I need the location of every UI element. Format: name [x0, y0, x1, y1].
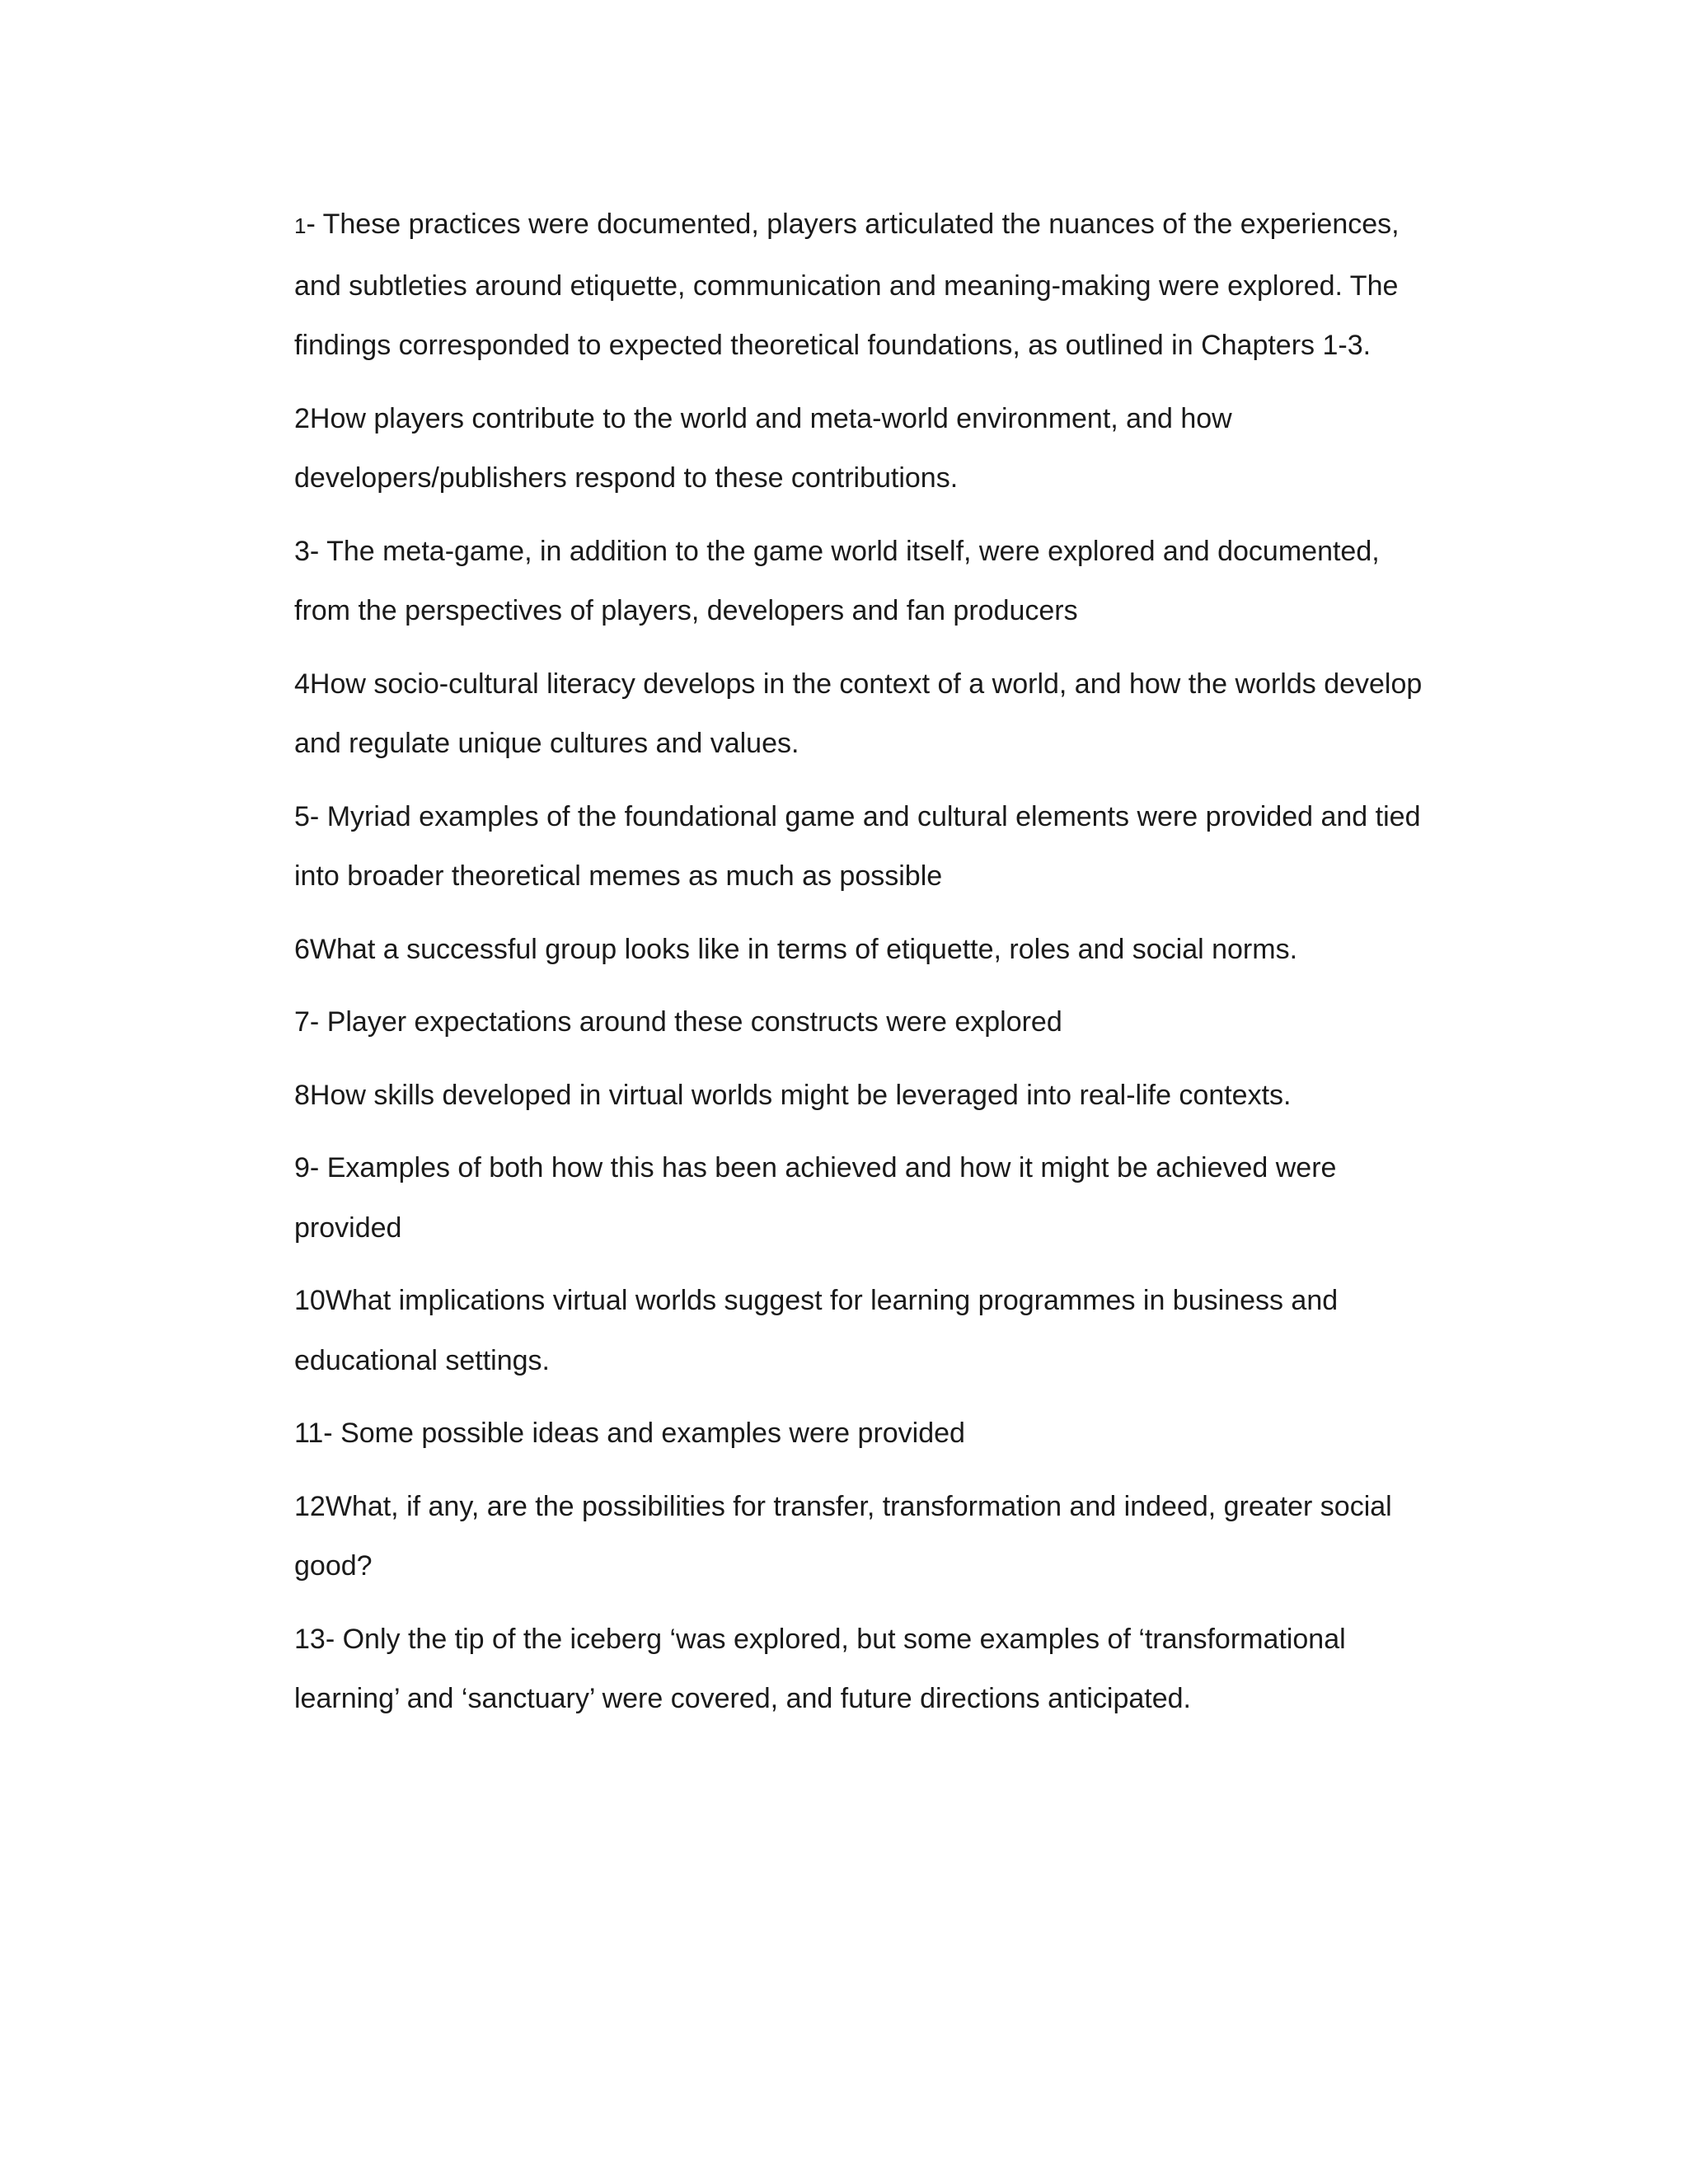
item-text: Myriad examples of the foundational game and cultural elements were provided and tied into broader theoretical memes as much as possible	[294, 800, 1421, 892]
list-item	[294, 654, 1432, 774]
list-item	[294, 1610, 1432, 1729]
list-item	[294, 992, 1432, 1052]
item-separator: -	[325, 1623, 343, 1655]
item-number: 5	[294, 800, 310, 832]
item-text: Some possible ideas and examples were provided	[340, 1418, 965, 1449]
list-item	[294, 1404, 1432, 1464]
item-separator: -	[306, 209, 323, 240]
item-separator: -	[309, 1006, 327, 1038]
item-number: 11	[294, 1418, 324, 1449]
item-separator: -	[309, 535, 327, 567]
item-text: What a successful group looks like in terms of etiquette, roles and social norms.	[309, 933, 1298, 965]
list-item	[294, 1066, 1432, 1126]
item-number: 2	[294, 402, 310, 434]
list-item	[294, 787, 1432, 907]
item-text: What implications virtual worlds suggest for learning programmes in business and educational settings.	[294, 1285, 1339, 1376]
list-item	[294, 522, 1432, 641]
list-item	[294, 194, 1432, 376]
list-item	[294, 1138, 1432, 1258]
item-number: 10	[294, 1285, 326, 1316]
list-item	[294, 920, 1432, 980]
item-text: The meta-game, in addition to the game world itself, were explored and documented, from the perspectives of players, developers and fan producers	[294, 535, 1380, 626]
item-number: 7	[294, 1006, 310, 1038]
item-text: Examples of both how this has been achieved and how it might be achieved were provided	[294, 1152, 1337, 1244]
item-text: How socio-cultural literacy develops in the context of a world, and how the worlds develop and regulate unique cultures and values.	[294, 668, 1423, 759]
item-number: 3	[294, 535, 310, 567]
item-text: Only the tip of the iceberg ‘was explored, but some examples of ‘transformational learning’ and ‘sanctuary’ were covered, and future directions anticipated.	[294, 1623, 1346, 1714]
item-separator: -	[309, 1152, 327, 1183]
item-text: Player expectations around these constructs were explored	[326, 1006, 1062, 1038]
document-body	[294, 194, 1432, 1742]
item-text: These practices were documented, players articulated the nuances of the experiences, and subtleties around etiquette, communication and meaning-making were explored. The findings corresponded to expected theoretical foundations, as outlined in Chapters 1-3.	[294, 209, 1400, 361]
item-number: 1	[294, 213, 307, 238]
item-number: 4	[294, 668, 310, 700]
list-item	[294, 1271, 1432, 1390]
list-item	[294, 1477, 1432, 1596]
item-number: 12	[294, 1490, 326, 1522]
item-number: 13	[294, 1623, 326, 1655]
item-text: How players contribute to the world and meta-world environment, and how developers/publishers respond to these contributions.	[294, 402, 1232, 494]
item-separator: -	[323, 1418, 341, 1449]
item-number: 6	[294, 933, 310, 965]
item-number: 9	[294, 1152, 310, 1183]
item-text: What, if any, are the possibilities for transfer, transformation and indeed, greater social good?	[294, 1490, 1392, 1582]
item-number: 8	[294, 1079, 310, 1111]
list-item	[294, 389, 1432, 509]
item-separator: -	[309, 800, 327, 832]
item-text: How skills developed in virtual worlds might be leveraged into real-life contexts.	[309, 1079, 1292, 1111]
